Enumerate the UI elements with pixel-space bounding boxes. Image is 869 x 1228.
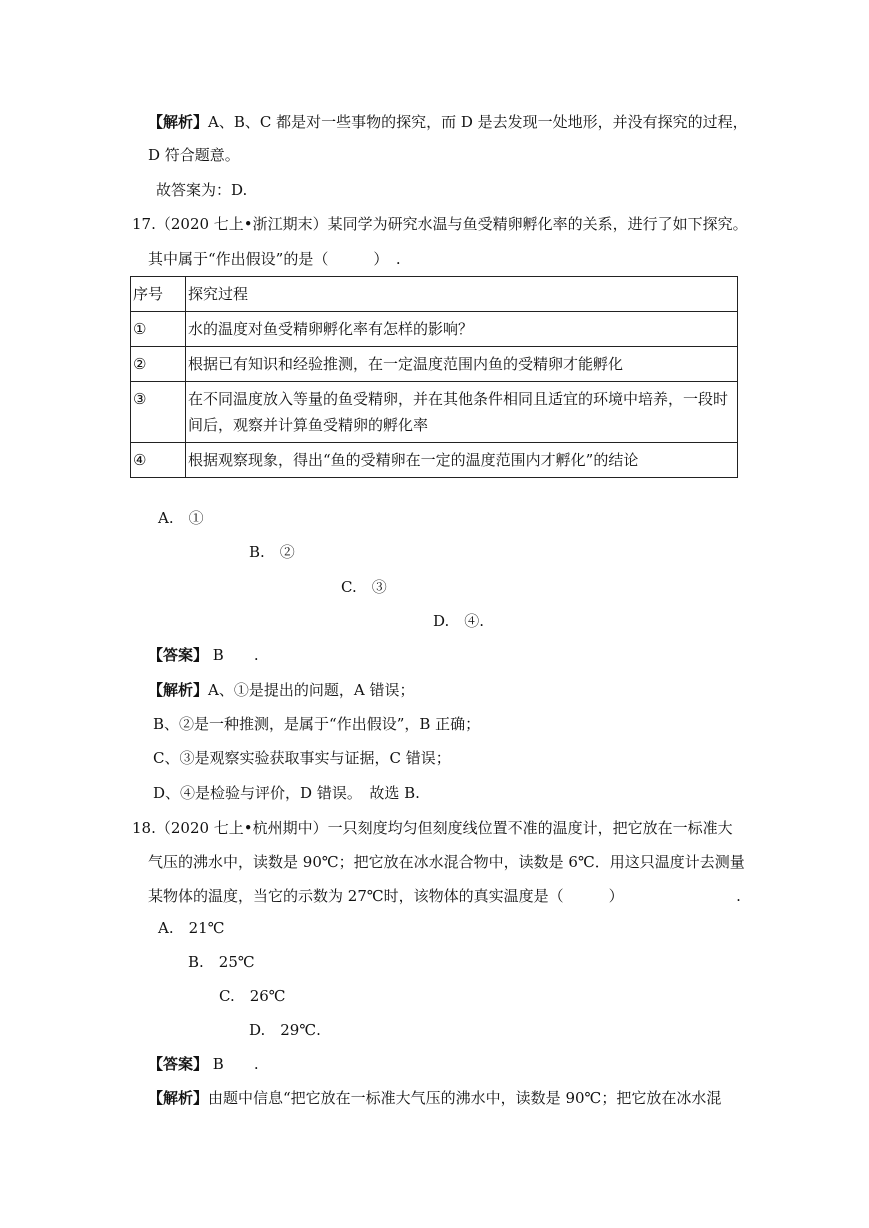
analysis-tag: 【解析】: [148, 1089, 209, 1107]
q17-option-d: D. ④.: [433, 612, 485, 630]
q18-option-c: C. 26℃: [219, 987, 286, 1005]
q18-stem-line3: 某物体的温度，当它的示数为 27℃时，该物体的真实温度是（ ） .: [148, 887, 741, 905]
row-number: ④: [131, 443, 186, 478]
analysis-text: 由题中信息“把它放在一标准大气压的沸水中，读数是 90℃；把它放在冰水混: [208, 1089, 722, 1107]
q17-option-b: B. ②: [249, 543, 295, 561]
answer-tag: 【答案】: [148, 1055, 209, 1073]
q18-option-a: A. 21℃: [158, 919, 225, 937]
q17-option-c: C. ③: [341, 578, 387, 596]
q16-answer-line: 故答案为：D.: [156, 181, 248, 199]
row-text: 根据已有知识和经验推测，在一定温度范围内鱼的受精卵才能孵化: [186, 347, 738, 382]
table-header-cell: 序号: [131, 277, 186, 312]
q18-answer-line: [148, 1054, 259, 1074]
q17-analysis-line2: B、②是一种推测，是属于“作出假设”，B 正确；: [153, 715, 481, 733]
analysis-tag: 【解析】: [148, 113, 209, 131]
table-row: [131, 443, 738, 478]
q16-analysis-line1: [148, 112, 748, 132]
row-text: 在不同温度放入等量的鱼受精卵，并在其他条件相同且适宜的环境中培养，一段时间后，观察并计算鱼受精卵的孵化率: [186, 382, 738, 443]
q17-table: [130, 276, 738, 478]
analysis-tag: 【解析】: [148, 681, 209, 699]
q16-analysis-line2: D 符合题意。: [148, 146, 240, 164]
answer-value: B .: [212, 646, 259, 664]
q17-analysis-line1: [148, 680, 414, 700]
row-text: 水的温度对鱼受精卵孵化率有怎样的影响？: [186, 312, 738, 347]
analysis-text: A、B、C 都是对一些事物的探究，而 D 是去发现一处地形，并没有探究的过程，: [208, 113, 748, 131]
row-number: ②: [131, 347, 186, 382]
q18-option-d: D. 29℃.: [249, 1021, 321, 1039]
q17-stem-line2: 其中属于“作出假设”的是（ ） .: [148, 250, 401, 268]
table-header-row: [131, 277, 738, 312]
answer-tag: 【答案】: [148, 646, 209, 664]
table-row: [131, 347, 738, 382]
table-row: [131, 312, 738, 347]
table-header-cell: 探究过程: [186, 277, 738, 312]
answer-value: B .: [212, 1055, 259, 1073]
q17-analysis-line3: C、③是观察实验获取事实与证据，C 错误；: [153, 749, 451, 767]
q18-stem-line2: 气压的沸水中，读数是 90℃；把它放在冰水混合物中，读数是 6℃．用这只温度计去测量: [148, 853, 745, 871]
row-number: ③: [131, 382, 186, 443]
q18-stem-line1: 18.（2020 七上•杭州期中）一只刻度均匀但刻度线位置不准的温度计，把它放在一标准大: [132, 819, 733, 837]
row-number: ①: [131, 312, 186, 347]
q17-analysis-line4: D、④是检验与评价，D 错误。 故选 B.: [153, 784, 420, 802]
row-text: 根据观察现象，得出“鱼的受精卵在一定的温度范围内才孵化”的结论: [186, 443, 738, 478]
table-row: [131, 382, 738, 443]
q17-answer-line: [148, 645, 259, 665]
analysis-text: A、①是提出的问题，A 错误；: [208, 681, 415, 699]
q17-option-a: A. ①: [158, 509, 204, 527]
q18-option-b: B. 25℃: [188, 953, 255, 971]
q18-analysis-line1: [148, 1088, 721, 1108]
q17-stem-line1: 17.（2020 七上•浙江期末）某同学为研究水温与鱼受精卵孵化率的关系，进行了如下探究。: [132, 215, 748, 233]
